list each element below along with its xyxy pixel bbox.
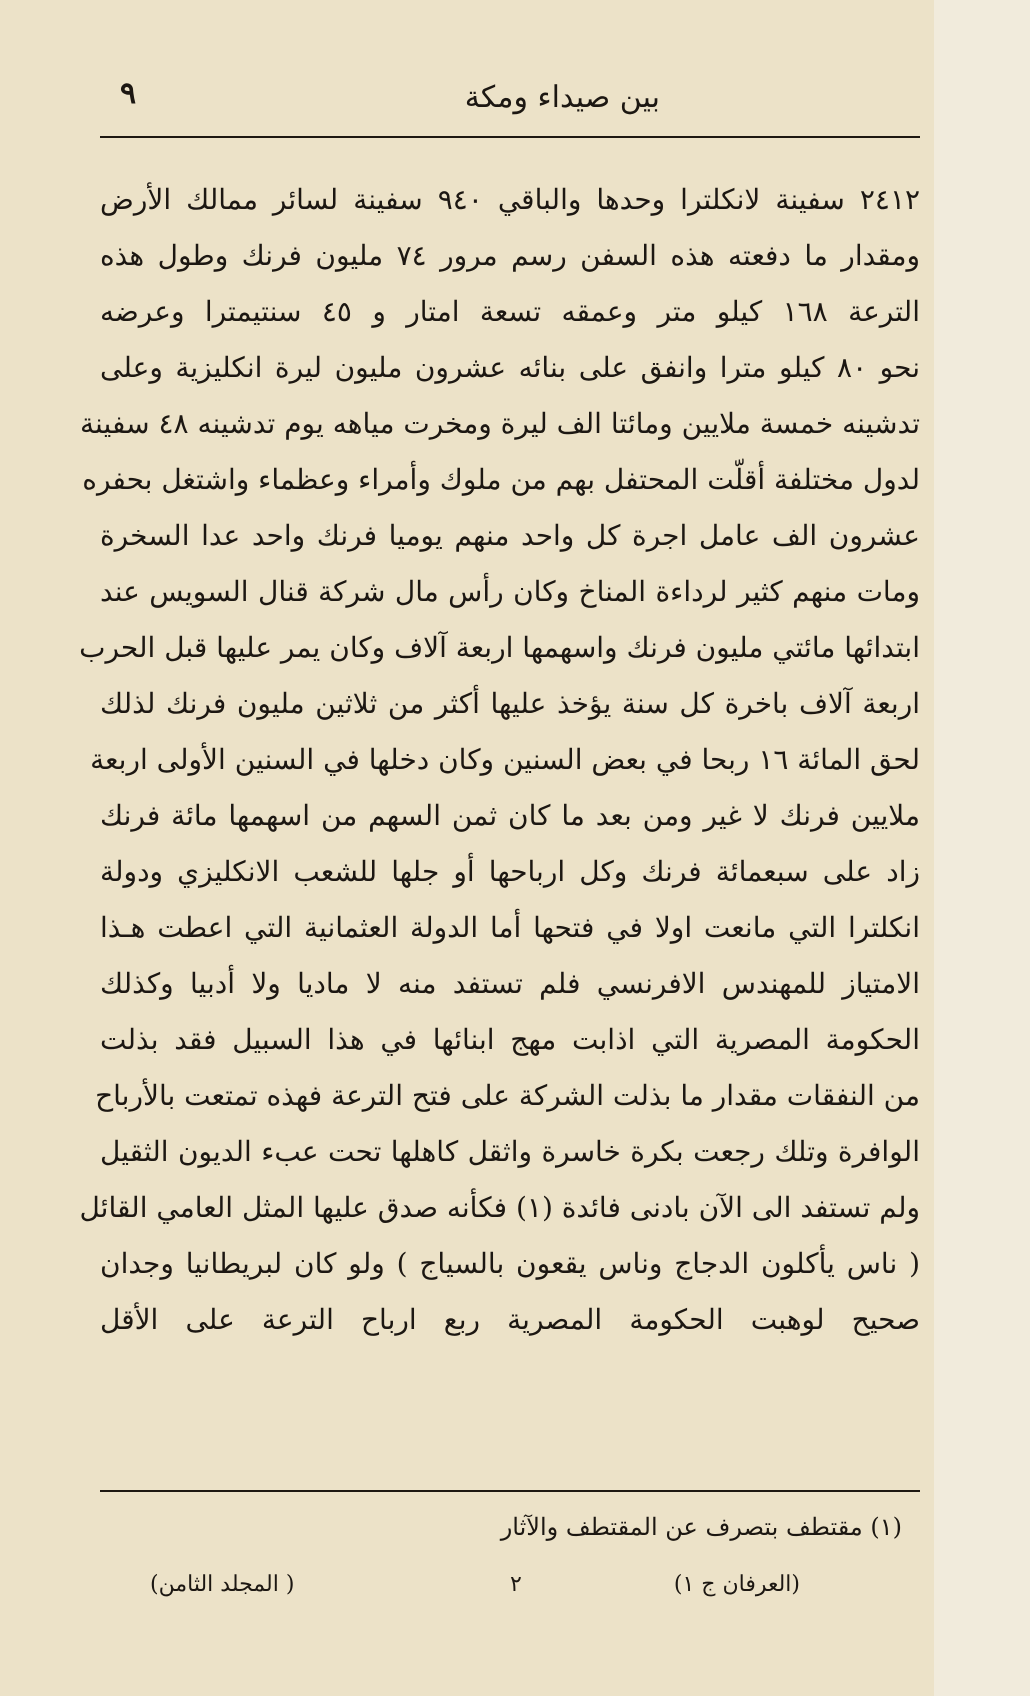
body-line: ومقدار ما دفعته هذه السفن رسم مرور ٧٤ مليون فرنك وطول هذه — [100, 239, 920, 272]
body-line: انكلترا التي مانعت اولا في فتحها أما الدولة العثمانية التي اعطت هـذا — [100, 911, 920, 944]
signature-number: ٢ — [510, 1572, 522, 1597]
page-edge — [934, 0, 1030, 1696]
footnote-rule — [100, 1490, 920, 1492]
body-line: صحيح لوهبت الحكومة المصرية ربع ارباح الترعة على الأقل — [100, 1303, 920, 1336]
body-line: لدول مختلفة أقلّت المحتفل بهم من ملوك وأمراء وعظماء واشتغل بحفره — [82, 463, 920, 496]
body-line: زاد على سبعمائة فرنك وكل ارباحها أو جلها للشعب الانكليزي ودولة — [100, 855, 921, 888]
body-line: عشرون الف عامل اجرة كل واحد منهم يوميا فرنك واحد عدا السخرة — [100, 519, 920, 552]
body-line: ملايين فرنك لا غير ومن بعد ما كان ثمن السهم من اسهمها مائة فرنك — [100, 799, 920, 832]
page-header — [100, 72, 920, 132]
body-line: الامتياز للمهندس الافرنسي فلم تستفد منه لا ماديا ولا أدبيا وكذلك — [100, 967, 920, 1000]
body-line: اربعة آلاف باخرة كل سنة يؤخذ عليها أكثر من ثلاثين مليون فرنك لذلك — [100, 687, 920, 720]
footnote: (١) مقتطف بتصرف عن المقتطف والآثار — [500, 1513, 902, 1541]
body-line: ومات منهم كثير لرداءة المناخ وكان رأس مال شركة قنال السويس عند — [100, 575, 920, 608]
body-line: ٢٤١٢ سفينة لانكلترا وحدها والباقي ٩٤٠ سفينة لسائر ممالك الأرض — [100, 183, 921, 216]
body-line: الترعة ١٦٨ كيلو متر وعمقه تسعة امتار و ٤٥ سنتيمترا وعرضه — [100, 295, 920, 328]
body-line: تدشينه خمسة ملايين ومائتا الف ليرة ومخرت مياهه يوم تدشينه ٤٨ سفينة — [80, 407, 920, 440]
body-line: الوافرة وتلك رجعت بكرة خاسرة واثقل كاهلها تحت عبء الديون الثقيل — [100, 1135, 920, 1168]
body-line: ابتدائها مائتي مليون فرنك واسهمها اربعة آلاف وكان يمر عليها قبل الحرب — [79, 631, 920, 664]
header-rule — [100, 136, 920, 138]
body-line: ولم تستفد الى الآن بادنى فائدة (١) فكأنه صدق عليها المثل العامي القائل — [79, 1191, 920, 1224]
body-line: من النفقات مقدار ما بذلت الشركة على فتح الترعة فهذه تمتعت بالأرباح — [95, 1079, 920, 1112]
page-footer — [100, 1572, 920, 1612]
body-line: ( ناس يأكلون الدجاج وناس يقعون بالسياج ) ولو كان لبريطانيا وجدان — [100, 1247, 920, 1280]
body-line: الحكومة المصرية التي اذابت مهج ابنائها في هذا السبيل فقد بذلت — [100, 1023, 920, 1056]
body-text — [79, 172, 921, 1348]
body-line: نحو ٨٠ كيلو مترا وانفق على بنائه عشرون مليون ليرة انكليزية وعلى — [100, 351, 921, 384]
body-line: لحق المائة ١٦ ربحا في بعض السنين وكان دخلها في السنين الأولى اربعة — [90, 743, 920, 776]
journal-label: (العرفان ج ١) — [673, 1572, 800, 1597]
volume-label: ( المجلد الثامن) — [150, 1572, 295, 1597]
running-title: بين صيداء ومكة — [464, 80, 660, 115]
page-number: ٩ — [120, 76, 137, 111]
